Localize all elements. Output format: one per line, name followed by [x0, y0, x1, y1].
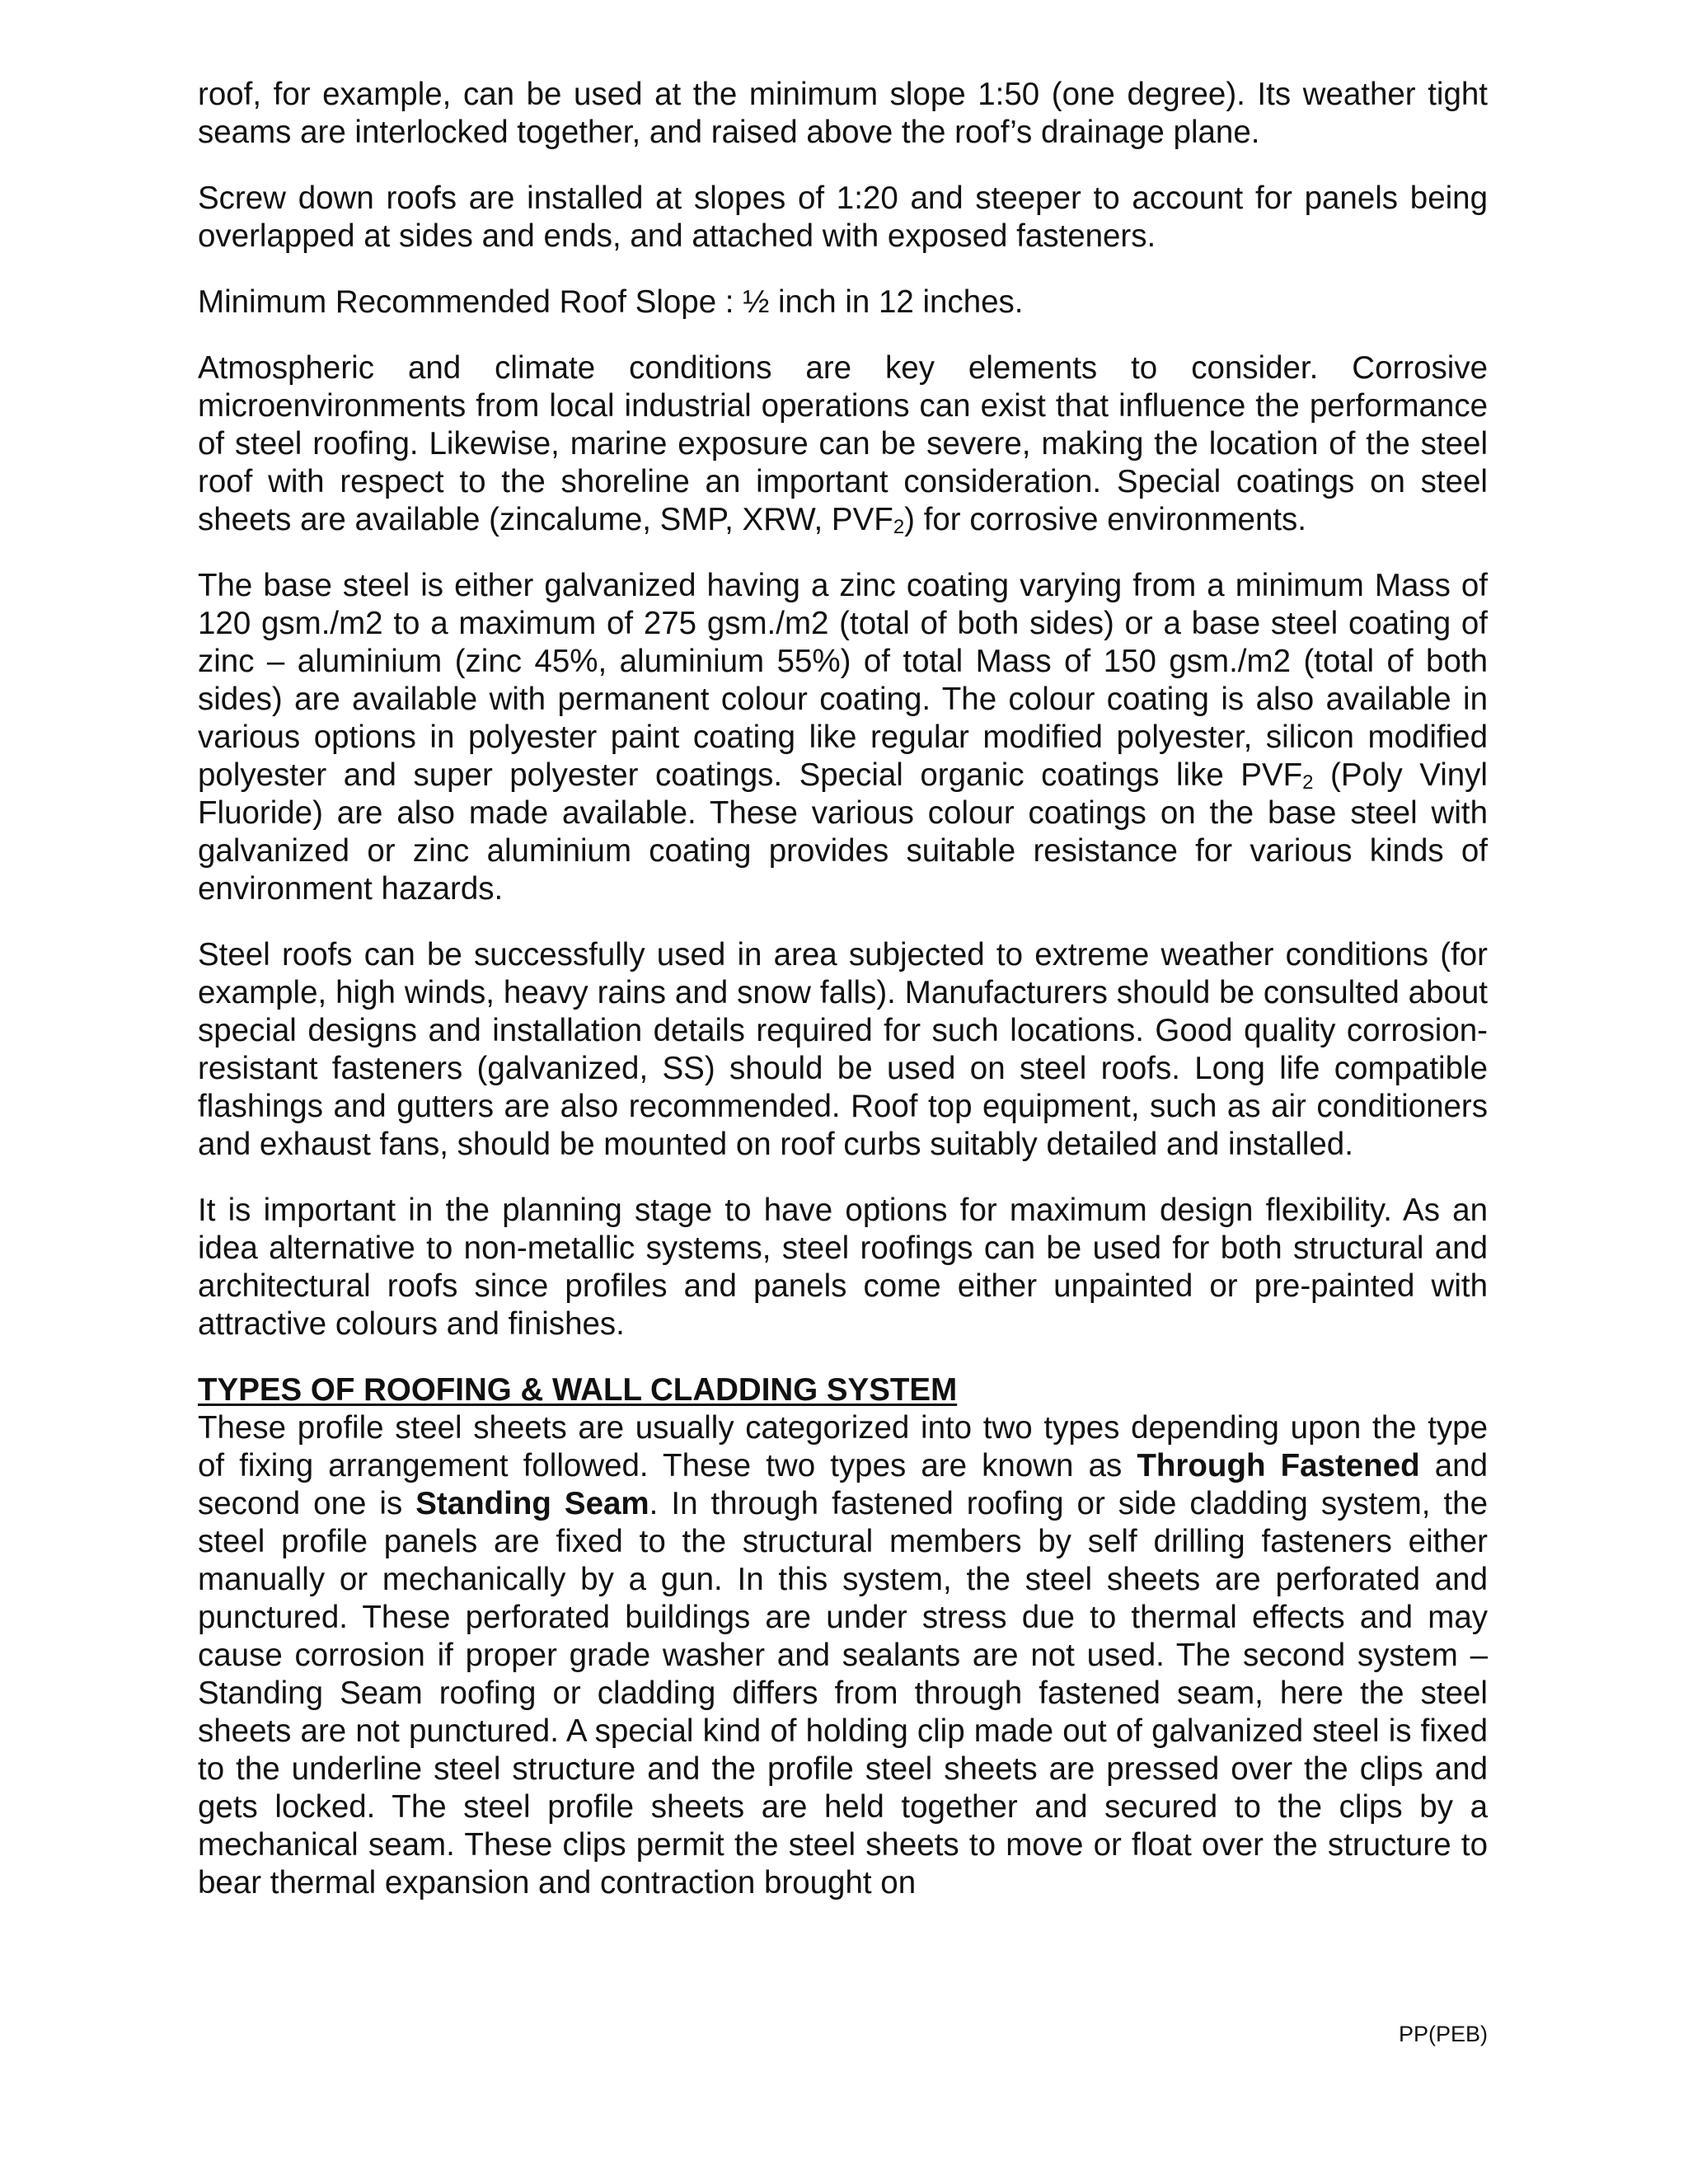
paragraph-recommended-slope: Minimum Recommended Roof Slope : ½ inch in 12 inches. — [198, 284, 1024, 320]
paragraph-roofing-types — [198, 1409, 1488, 1902]
paragraph-design-flexibility: It is important in the planning stage to have options for maximum design flexibility. As an idea alternative to non-metallic systems, steel roofings can be used for both structural and architectural roofs since profiles and panels come either unpainted or pre-painted with attractive colours and finishes. — [198, 1193, 1488, 1342]
text-segment: and second one is — [198, 1448, 1489, 1521]
text-segment: (Poly Vinyl Fluoride) are also made available. These various colour coatings on the base steel with galvanized or zinc aluminium coating provides suitable resistance for various kinds of environment hazards. — [198, 757, 1488, 907]
bold-term-standing-seam: Standing Seam — [415, 1486, 649, 1521]
document-page — [198, 76, 1488, 1930]
paragraph-extreme-weather: Steel roofs can be successfully used in area subjected to extreme weather conditions (for example, high winds, heavy rains and snow falls). Manufacturers should be consulted about special designs and installation details required for such locations. Good quality corrosion-resistant fasteners (galvanized, SS) should be used on steel roofs. Long life compatible flashings and gutters are also recommended. Roof top equipment, such as air conditioners and exhaust fans, should be mounted on roof curbs suitably detailed and installed. — [198, 937, 1488, 1162]
paragraph-atmospheric-conditions — [198, 349, 1488, 539]
paragraph-screw-down-roofs: Screw down roofs are installed at slopes of 1:20 and steeper to account for panels being overlapped at sides and ends, and attached with exposed fasteners. — [198, 180, 1488, 254]
text-segment: ) for corrosive environments. — [904, 502, 1307, 537]
text-segment: The base steel is either galvanized having a zinc coating varying from a minimum Mass of 120 gsm./m2 to a maximum of 275 gsm./m2 (total of both sides) or a base steel coating of zinc – aluminium (zinc 45%, aluminium 55%) of total Mass of 150 gsm./m2 (total of both sides) are available with permanent colour coating. The colour coating is also available in various options in polyester paint coating like regular modified polyester, silicon modified polyester and super polyester coatings. Special organic coatings like PVF — [198, 568, 1488, 793]
paragraph-minimum-slope: roof, for example, can be used at the minimum slope 1:50 (one degree). Its weather tight seams are interlocked together, and raised above the roof’s drainage plane. — [198, 77, 1488, 150]
paragraph-base-steel — [198, 567, 1488, 908]
text-segment: These profile steel sheets are usually categorized into two types depending upon the type of fixing arrangement followed. These two types are known as — [198, 1410, 1488, 1483]
section-heading: TYPES OF ROOFING & WALL CLADDING SYSTEM — [198, 1372, 958, 1408]
text-segment: . In through fastened roofing or side cladding system, the steel profile panels are fixed to the structural members by self drilling fasteners either manually or mechanically by a gun. In this system, the steel sheets are perforated and punctured. These perforated buildings are under stress due to thermal effects and may cause corrosion if proper grade washer and sealants are not used. The second system – Standing Seam roofing or cladding differs from through fastened seam, here the steel sheets are not punctured. A special kind of holding clip made out of galvanized steel is fixed to the underline steel structure and the profile steel sheets are pressed over the clips and gets locked. The steel profile sheets are held together and secured to the clips by a mechanical seam. These clips permit the steel sheets to move or float over the structure to bear thermal expansion and contraction brought on — [198, 1486, 1488, 1900]
bold-term-through-fastened: Through Fastened — [1137, 1448, 1420, 1483]
text-segment: Atmospheric and climate conditions are key elements to consider. Corrosive microenvironments from local industrial operations can exist that influence the performance of steel roofing. Likewise, marine exposure can be severe, making the location of the steel roof with respect to the shoreline an important consideration. Special coatings on steel sheets are available (zincalume, SMP, XRW, PVF — [198, 350, 1488, 537]
subscript: 2 — [893, 516, 905, 538]
page-footer-label: PP(PEB) — [1398, 2022, 1488, 2046]
subscript: 2 — [1302, 771, 1314, 794]
